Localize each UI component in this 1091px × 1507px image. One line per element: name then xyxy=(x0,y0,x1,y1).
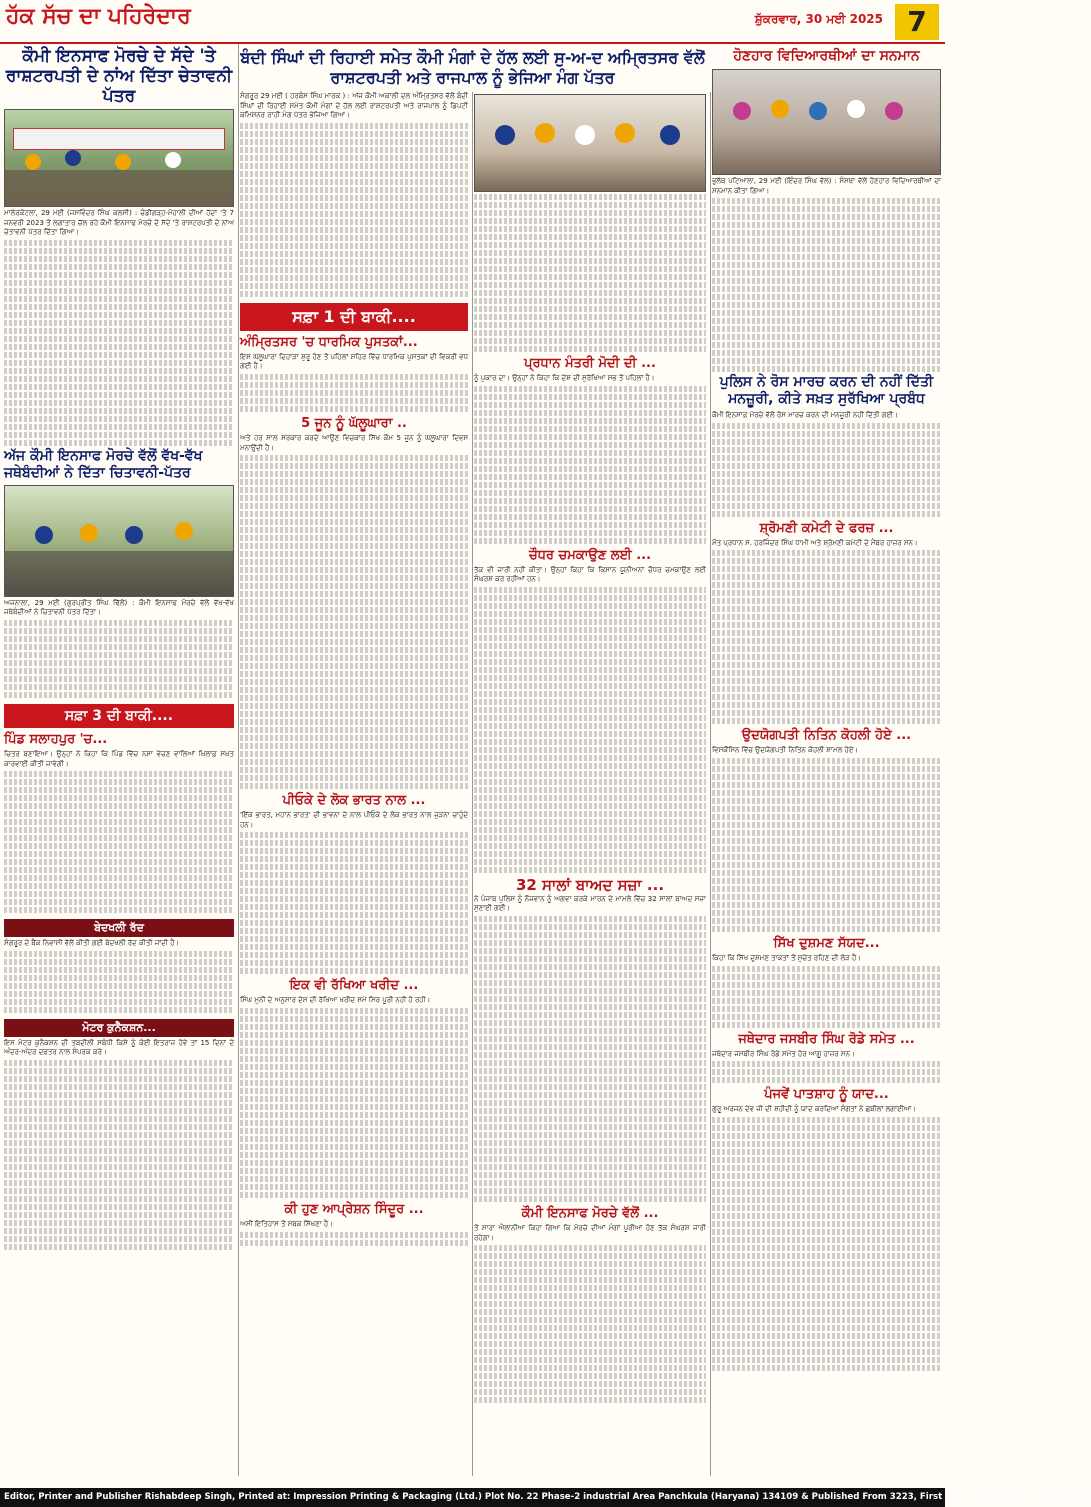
left-headline-2: ਅੱਜ ਕੌਮੀ ਇਨਸਾਫ ਮੋਰਚੇ ਵੱਲੋਂ ਵੱਖ-ਵੱਖ ਜਥੇਬੰਦੀਆਂ ਨੇ ਦਿੱਤਾ ਚਿਤਾਵਨੀ-ਪੱਤਰ xyxy=(4,447,203,481)
left-article-2: ਅਜਨਾਲਾ, 29 ਮਈ (ਗੁਰਪ੍ਰੀਤ ਸਿੰਘ ਢਿੱਲੋਂ) : ਕੌਮੀ ਇਨਸਾਫ ਮੋਰਚੇ ਵੱਲੋਂ ਵੱਖ-ਵੱਖ ਜਥੇਬੰਦੀਆਂ ਨੇ ਚਿਤਾਵਨੀ ਪੱਤਰ ਦਿੱਤਾ। xyxy=(4,598,234,617)
right-headline-1: ਹੋਣਹਾਰ ਵਿਦਿਆਰਥੀਆਂ ਦਾ ਸਨਮਾਨ xyxy=(733,48,920,64)
mid-subhead-4: ਇਕ ਵੀ ਰੱਖਿਆ ਖਰੀਦ ... xyxy=(289,978,419,994)
mid-article-2: ਅਤੇ ਹਰ ਸਾਲ ਸਰਕਾਰ ਕਰਦੇ ਆਉਣ ਵਿਚਕਾਰ ਸਿੱਖ ਕੌਮ 5 ਜੂਨ ਨੂੰ ਘੱਲੂਘਾਰਾ ਦਿਵਸ ਮਨਾਉਂਦੀ ਹੈ। xyxy=(240,433,468,452)
mid-article-1: ਇਸ ਘੱਲੂਘਾਰਾ ਦਿਹਾੜਾ ਸ਼ੁਰੂ ਹੋਣ ਤੋਂ ਪਹਿਲਾਂ ਸ਼ਹਿਰ ਵਿੱਚ ਧਾਰਮਿਕ ਪੁਸਤਕਾਂ ਦੀ ਵਿਕਰੀ ਵਧ ਗਈ ਹੈ। xyxy=(240,352,468,371)
center-column xyxy=(474,92,711,1476)
right-headline-2: ਪੁਲਿਸ ਨੇ ਰੋਸ ਮਾਰਚ ਕਰਨ ਦੀ ਨਹੀਂ ਦਿੱਤੀ ਮਨਜ਼ੂਰੀ, ਕੀਤੇ ਸਖ਼ਤ ਸੁਰੱਖਿਆ ਪ੍ਰਬੰਧ xyxy=(719,374,934,408)
right-article-2: ਕੌਮੀ ਇਨਸਾਫ਼ ਮੋਰਚੇ ਵੱਲੋਂ ਰੋਸ ਮਾਰਚ ਕਰਨ ਦੀ ਮਨਜ਼ੂਰੀ ਨਹੀਂ ਦਿੱਤੀ ਗਈ। xyxy=(712,411,898,420)
lead-headline: ਬੰਦੀ ਸਿੰਘਾਂ ਦੀ ਰਿਹਾਈ ਸਮੇਤ ਕੌਮੀ ਮੰਗਾਂ ਦੇ ਹੱਲ ਲਈ ਸੁ-ਅ-ਦ ਅਮ੍ਰਿਤਸਰ ਵੱਲੋਂ ਰਾਸ਼ਟਰਪਤੀ ਅਤੇ ਰਾਜਪਾਲ ਨੂੰ ਭੇਜਿਆ ਮੰਗ ਪੱਤਰ xyxy=(240,48,705,87)
logo-text: ਹੱਕ ਸੱਚ ਦਾ ਪਹਿਰੇਦਾਰ xyxy=(6,4,191,29)
left-article-1: ਮਾਲੇਰਕੋਟਲਾ, 29 ਮਈ (ਜਸਵਿੰਦਰ ਸਿੰਘ ਕਲਸੀ) : ਚੰਡੀਗੜ੍ਹ-ਮੋਹਾਲੀ ਦੀਆਂ ਹੱਦਾਂ 'ਤੇ 7 ਜਨਵਰੀ 2023 ਤੋਂ ਲਗਾਤਾਰ ਚੱਲ ਰਹੇ ਕੌਮੀ ਇਨਸਾਫ ਮੋਰਚੇ ਦੇ ਸੱਦੇ 'ਤੇ ਰਾਸ਼ਟਰਪਤੀ ਦੇ ਨਾਂਅ ਚੇਤਾਵਨੀ ਪੱਤਰ ਦਿੱਤਾ ਗਿਆ। xyxy=(4,209,234,237)
left-subhead-1: ਪਿੰਡ ਸਲਾਹਪੁਰ 'ਚ... xyxy=(4,731,108,747)
mid-article-5: ਅਸੀਂ ਇਤਿਹਾਸ ਤੋਂ ਸਬਕ ਸਿੱਖਣਾ ਹੈ। xyxy=(240,1219,333,1228)
center-article-4: ਤੋਂ ਸਾਰਾ ਐਲਾਨੀਆ ਕਿਹਾ ਗਿਆ ਕਿ ਮੋਰਚੇ ਦੀਆਂ ਮੰਗਾਂ ਪੂਰੀਆਂ ਹੋਣ ਤੱਕ ਸੰਘਰਸ਼ ਜਾਰੀ ਰਹੇਗਾ। xyxy=(474,1223,706,1242)
center-article-2: ਤੱਕ ਵੀ ਜਾਰੀ ਨਹੀਂ ਕੀਤਾ। ਉਨ੍ਹਾਂ ਕਿਹਾ ਕਿ ਕਿਸਾਨ ਯੂਨੀਅਨਾਂ ਚੌਧਰ ਚਮਕਾਉਣ ਲਈ ਸੰਘਰਸ਼ ਕਰ ਰਹੀਆਂ ਹਨ। xyxy=(474,565,706,584)
protest-photo-1 xyxy=(4,109,234,207)
mid-subhead-5: ਕੀ ਹੁਣ ਆਪ੍ਰੇਸ਼ਨ ਸਿੰਦੂਰ ... xyxy=(284,1201,424,1217)
lead-story xyxy=(240,46,705,91)
right-subhead-5: ਪੰਜਵੇਂ ਪਾਤਸ਼ਾਹ ਨੂੰ ਯਾਦ... xyxy=(764,1087,889,1103)
left-column xyxy=(4,44,239,1476)
right-article-5: ਕਿਹਾ ਕਿ ਸਿੱਖ ਦੁਸ਼ਮਣ ਤਾਕਤਾਂ ਤੋਂ ਸੁਚੇਤ ਰਹਿਣ ਦੀ ਲੋੜ ਹੈ। xyxy=(712,953,861,962)
right-subhead-4: ਜਥੇਦਾਰ ਜਸਬੀਰ ਸਿੰਘ ਰੋਡੇ ਸਮੇਤ ... xyxy=(738,1031,915,1047)
right-subhead-1: ਸ਼੍ਰੋਮਣੀ ਕਮੇਟੀ ਦੇ ਫਰਜ਼ ... xyxy=(759,520,894,536)
imprint-footer: Editor, Printer and Publisher Rishabdeep Singh, Printed at: Impression Printing & Packaging (Ltd.) Plot No. 22 Phase-2 industrial Area Panchkula (Haryana) 134109 & Published From 3223, First Floor, Sector-35D, Chandigarh xyxy=(0,1488,945,1507)
center-article-1: ਨੂੰ ਪੁਕਾਰ ਦਾ। ਉਨ੍ਹਾਂ ਨੇ ਕਿਹਾ ਕਿ ਦੇਸ਼ ਦੀ ਸੁਰੱਖਿਆ ਸਭ ਤੋਂ ਪਹਿਲਾਂ ਹੈ। xyxy=(474,374,655,382)
issue-date: ਸ਼ੁੱਕਰਵਾਰ, 30 ਮਈ 2025 xyxy=(754,12,883,26)
felicitation-photo xyxy=(712,69,941,175)
right-article-7: ਗੁਰੂ ਅਰਜਨ ਦੇਵ ਜੀ ਦੀ ਸ਼ਹੀਦੀ ਨੂੰ ਯਾਦ ਕਰਦਿਆਂ ਸੰਗਤਾਂ ਨੇ ਛਬੀਲਾਂ ਲਗਾਈਆਂ। xyxy=(712,1105,917,1114)
mid-article-3: 'ਇੱਕ ਭਾਰਤ, ਮਹਾਨ ਭਾਰਤ' ਦੀ ਭਾਵਨਾ ਦੇ ਨਾਲ ਪੀਓਕੇ ਦੇ ਲੋਕ ਭਾਰਤ ਨਾਲ ਜੁੜਨਾ ਚਾਹੁੰਦੇ ਹਨ। xyxy=(240,811,468,829)
continued-from-page-1-box: ਸਫ਼ਾ 1 ਦੀ ਬਾਕੀ.... xyxy=(240,303,468,331)
left-article-4: ਸੰਗਰੂਰ ਦੇ ਬੈਂਕ ਨਿਵਾਸੀ ਵੱਲੋਂ ਕੀਤੀ ਗਈ ਬੇਦਖਲੀ ਰੱਦ ਕੀਤੀ ਜਾਂਦੀ ਹੈ। xyxy=(4,939,180,948)
right-subhead-3: ਸਿੱਖ ਦੁਸ਼ਮਣ ਸੱਯਦ... xyxy=(773,935,880,951)
eviction-notice-box: ਬੇਦਖਲੀ ਰੱਦ xyxy=(4,919,234,937)
mid-subhead-1: ਅੰਮ੍ਰਿਤਸਰ 'ਚ ਧਾਰਮਿਕ ਪੁਸਤਕਾਂ... xyxy=(240,334,418,350)
protest-photo-2 xyxy=(4,485,234,597)
lead-article: ਸੰਗਰੂਰ 29 ਮਈ ( ਹਰਬੰਸ ਸਿੰਘ ਮਾਰਕ ) : ਅੱਜ ਕੌਮੀ ਅਕਾਲੀ ਦਲ ਅੰਮ੍ਰਿਤਸਰ ਵੱਲੋਂ ਬੰਦੀ ਸਿੰਘਾਂ ਦੀ ਰਿਹਾਈ ਸਮੇਤ ਕੌਮੀ ਮੰਗਾਂ ਦੇ ਹੱਲ ਲਈ ਰਾਸ਼ਟਰਪਤੀ ਅਤੇ ਰਾਜਪਾਲ ਨੂੰ ਡਿਪਟੀ ਕਮਿਸ਼ਨਰ ਰਾਹੀਂ ਮੰਗ ਪੱਤਰ ਭੇਜਿਆ ਗਿਆ। xyxy=(240,92,468,120)
motor-connection-box: ਮੋਟਰ ਕੁਨੈਕਸ਼ਨ... xyxy=(4,1019,234,1037)
right-article-6: ਜਥੇਦਾਰ ਜਸਬੀਰ ਸਿੰਘ ਰੋਡੇ ਸਮੇਤ ਹੋਰ ਆਗੂ ਹਾਜ਼ਰ ਸਨ। xyxy=(712,1049,855,1058)
center-article-3: ਨੇ ਪੰਜਾਬ ਪੁਲਿਸ ਨੂੰ ਨੌਜਵਾਨ ਨੂੰ ਅਗਵਾ ਕਰਕੇ ਮਾਰਨ ਦੇ ਮਾਮਲੇ ਵਿੱਚ 32 ਸਾਲਾਂ ਬਾਅਦ ਸਜ਼ਾ ਸੁਣਾਈ ਗਈ। xyxy=(474,894,706,913)
left-headline-1: ਕੌਮੀ ਇਨਸਾਫ ਮੋਰਚੇ ਦੇ ਸੱਦੇ 'ਤੇ ਰਾਸ਼ਟਰਪਤੀ ਦੇ ਨਾਂਅ ਦਿੱਤਾ ਚੇਤਾਵਨੀ ਪੱਤਰ xyxy=(5,46,233,106)
right-article-4: ਵਿਸਕੌਂਸਿਨ ਵਿੱਚ ਉਦਯੋਗਪਤੀ ਨਿਤਿਨ ਕੋਹਲੀ ਸ਼ਾਮਲ ਹੋਏ। xyxy=(712,746,859,755)
center-subhead-4: ਕੌਮੀ ਇਨਸਾਫ ਮੋਰਚੇ ਵੱਲੋਂ ... xyxy=(521,1205,659,1221)
masthead xyxy=(0,0,945,44)
left-article-3: ਚਿਤਰ ਬਣਾਇਆ। ਉਨ੍ਹਾਂ ਨੇ ਕਿਹਾ ਕਿ ਪਿੰਡ ਵਿੱਚ ਨਸ਼ਾ ਵੇਚਣ ਵਾਲਿਆਂ ਖ਼ਿਲਾਫ਼ ਸਖ਼ਤ ਕਾਰਵਾਈ ਕੀਤੀ ਜਾਵੇਗੀ। xyxy=(4,749,234,768)
mid-subhead-3: ਪੀਓਕੇ ਦੇ ਲੋਕ ਭਾਰਤ ਨਾਲ ... xyxy=(282,793,426,809)
mid-column xyxy=(240,92,473,1476)
right-subhead-2: ਉਦਯੋਗਪਤੀ ਨਿਤਿਨ ਕੋਹਲੀ ਹੋਏ ... xyxy=(741,728,912,744)
page-number-badge: 7 xyxy=(895,4,939,40)
right-article-3: ਮੌਤ ਪ੍ਰਧਾਨ ਸ. ਹਰਜਿੰਦਰ ਸਿੰਘ ਧਾਮੀ ਅਤੇ ਸ਼੍ਰੋਮਣੀ ਕਮੇਟੀ ਦੇ ਮੈਂਬਰ ਹਾਜ਼ਰ ਸਨ। xyxy=(712,538,918,547)
center-subhead-3: 32 ਸਾਲਾਂ ਬਾਅਦ ਸਜ਼ਾ ... xyxy=(515,875,665,894)
center-subhead-1: ਪ੍ਰਧਾਨ ਮੰਤਰੀ ਮੋਦੀ ਦੀ ... xyxy=(524,356,656,371)
center-subhead-2: ਚੌਧਰ ਚਮਕਾਉਣ ਲਈ ... xyxy=(528,547,652,563)
continued-from-page-3-box: ਸਫ਼ਾ 3 ਦੀ ਬਾਕੀ.... xyxy=(4,704,234,728)
right-article-1: ਭੁਲੱਥ ਪਟਿਆਲਾ, 29 ਮਈ (ਇੰਦਰ ਸਿੰਘ ਵੱਲ) : ਸੰਸਥਾ ਵੱਲੋਂ ਹੋਣਹਾਰ ਵਿਦਿਆਰਥੀਆਂ ਦਾ ਸਨਮਾਨ ਕੀਤਾ ਗਿਆ। xyxy=(712,177,941,195)
memorandum-photo xyxy=(474,94,706,192)
right-column xyxy=(712,44,941,1476)
left-article-5: ਇਸ ਮੋਟਰ ਕੁਨੈਕਸ਼ਨ ਦੀ ਤਬਦੀਲੀ ਸਬੰਧੀ ਕਿਸੇ ਨੂੰ ਕੋਈ ਇਤਰਾਜ਼ ਹੋਵੇ ਤਾਂ 15 ਦਿਨਾਂ ਦੇ ਅੰਦਰ-ਅੰਦਰ ਦਫ਼ਤਰ ਨਾਲ ਸੰਪਰਕ ਕਰੇ। xyxy=(4,1038,234,1057)
mid-subhead-2: 5 ਜੂਨ ਨੂੰ ਘੱਲੂਘਾਰਾ .. xyxy=(301,415,407,431)
newspaper-logo xyxy=(6,4,191,38)
mid-article-4: ਸਿੰਘ ਮੁਨੀ ਦੇ ਅਨੁਸਾਰ ਦੇਸ਼ ਦੀ ਰੱਖਿਆ ਖਰੀਦ ਸਮੇਂ ਸਿਰ ਪੂਰੀ ਨਹੀਂ ਹੋ ਰਹੀ। xyxy=(240,996,431,1005)
